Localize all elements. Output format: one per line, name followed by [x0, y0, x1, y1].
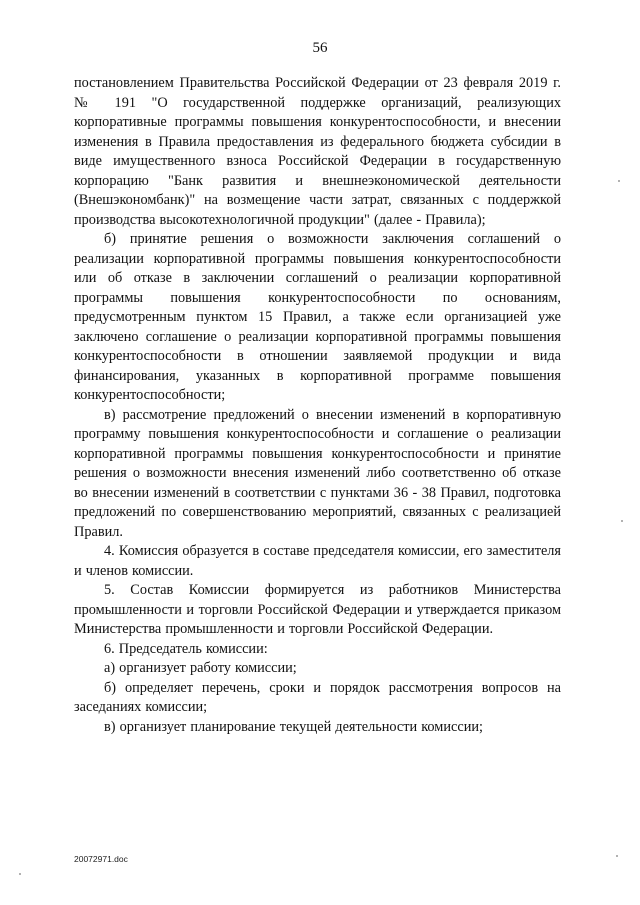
scan-mark [621, 520, 623, 522]
paragraph-clause-6v: в) организует планирование текущей деятельности комиссии; [104, 718, 483, 735]
paragraph-clause-6b: б) определяет перечень, сроки и порядок рассмотрения вопросов на заседаниях комиссии; [74, 679, 561, 715]
paragraph-clause-6a: а) организует работу комиссии; [104, 660, 297, 676]
paragraph-continuation: постановлением Правительства Российской Федерации от 23 февраля 2019 г. № 191 "О государственной поддержке организаций, реализующих корпоративные программы повышения конкурентоспособности, и внесении изменения в Правила предоставления из федерального бюджета субсидии в виде имущественного взноса Российской Федерации в государственную корпорацию "Банк развития и внешнеэкономической деятельности (Внешэкономбанк)" на возмещение части затрат, связанных с поддержкой производства высокотехнологичной продукции" (далее - Правила); [74, 75, 561, 228]
paragraph-clause-5: 5. Состав Комиссии формируется из работников Министерства промышленности и торговли Российской Федерации и утверждается приказом Министерства промышленности и торговли Российской Федерации. [74, 582, 561, 637]
scan-mark [618, 180, 620, 182]
document-body [74, 74, 561, 737]
paragraph-item-v: в) рассмотрение предложений о внесении изменений в корпоративную программу повышения конкурентоспособности и соглашение о реализации корпоративной программы повышения конкурентоспособности и принятие решения о возможности внесения изменений либо соответственно об отказе во внесении изменений в соответствии с пунктами 36 - 38 Правил, подготовка предложений по совершенствованию мероприятий, связанных с реализацией Правил. [74, 406, 561, 540]
scan-mark [616, 855, 618, 857]
scan-mark [19, 873, 21, 875]
paragraph-clause-6: 6. Председатель комиссии: [104, 640, 268, 657]
paragraph-clause-4: 4. Комиссия образуется в составе председателя комиссии, его заместителя и членов комиссии. [74, 543, 561, 579]
paragraph-item-b: б) принятие решения о возможности заключения соглашений о реализации корпоративной программы повышения конкурентоспособности или об отказе в заключении соглашений о реализации корпоративной программы повышения конкурентоспособности по основаниям, предусмотренным пунктом 15 Правил, а также если организацией уже заключено соглашение о реализации корпоративной программы повышения конкурентоспособности в отношении заявляемой продукции и вида финансирования, указанных в корпоративной программе повышения конкурентоспособности; [74, 231, 561, 403]
page-number: 56 [312, 40, 328, 56]
footer-filename: 20072971.doc [74, 854, 128, 864]
